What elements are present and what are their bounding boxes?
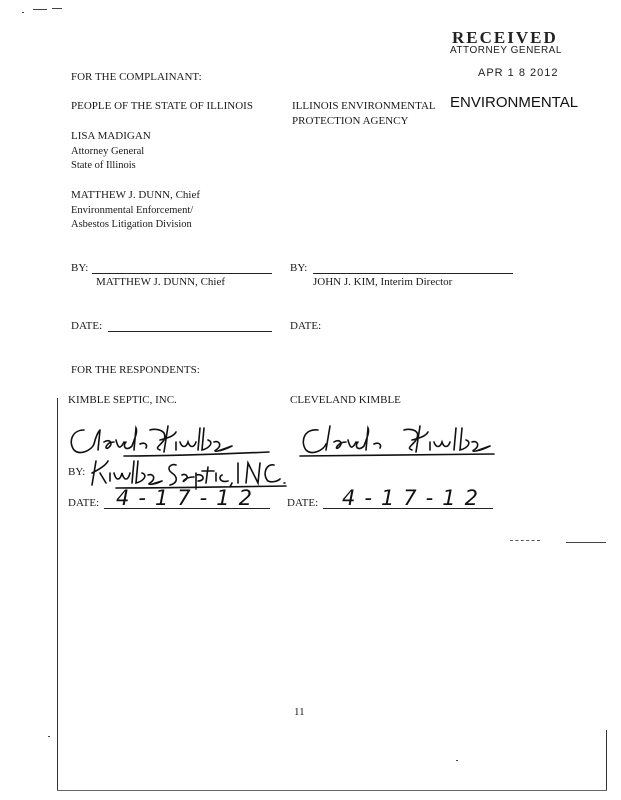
party-illinois-epa-line2: PROTECTION AGENCY [292, 115, 409, 127]
respondent-by-label: BY: [68, 466, 86, 478]
scan-speck [22, 12, 24, 13]
received-stamp: RECEIVED [452, 28, 558, 47]
scan-mark [510, 540, 540, 541]
by-label-right: BY: [290, 262, 308, 274]
received-stamp-date: APR 1 8 2012 [478, 67, 559, 79]
party-illinois-epa-line1: ILLINOIS ENVIRONMENTAL [292, 100, 436, 112]
by-name-right: JOHN J. KIM, Interim Director [313, 276, 453, 288]
signature-cleveland-kimble-right [294, 420, 498, 460]
date-label-right: DATE: [290, 320, 322, 332]
by-label-left: BY: [71, 262, 89, 274]
respondent-date-value-right: 4-17-12 [342, 486, 487, 510]
chief-division-line2: Asbestos Litigation Division [71, 219, 192, 230]
scan-bottom-edge [57, 790, 607, 791]
received-stamp-office: ATTORNEY GENERAL [450, 45, 562, 56]
attorney-general-title: Attorney General [71, 146, 145, 157]
respondents-heading: FOR THE RESPONDENTS: [71, 364, 200, 376]
party-cleveland-kimble: CLEVELAND KIMBLE [290, 394, 401, 406]
signature-line-left [92, 273, 272, 274]
environmental-stamp: ENVIRONMENTAL [450, 94, 579, 111]
date-label-left: DATE: [71, 320, 103, 332]
attorney-general-state: State of Illinois [71, 160, 136, 171]
party-kimble-septic: KIMBLE SEPTIC, INC. [68, 394, 177, 406]
attorney-general-name: LISA MADIGAN [71, 130, 151, 142]
scan-mark [566, 542, 606, 543]
signature-line-right [313, 273, 513, 274]
respondent-date-label-left: DATE: [68, 497, 100, 509]
scan-edge-right [606, 730, 607, 790]
scan-edge-left [57, 398, 58, 790]
scan-speck [48, 736, 50, 737]
signature-cleveland-kimble-left [64, 420, 276, 460]
chief-division-line1: Environmental Enforcement/ [71, 205, 194, 216]
scan-speck [456, 760, 458, 761]
respondent-date-label-right: DATE: [287, 497, 319, 509]
scan-speck [33, 9, 47, 10]
party-people-of-illinois: PEOPLE OF THE STATE OF ILLINOIS [71, 100, 253, 112]
by-name-left: MATTHEW J. DUNN, Chief [96, 276, 226, 288]
chief-name: MATTHEW J. DUNN, Chief [71, 189, 201, 201]
date-line-left [108, 331, 272, 332]
scan-speck [52, 8, 62, 9]
respondent-date-value-left: 4-17-12 [116, 486, 261, 510]
page-mark: 11 [294, 706, 305, 718]
complainant-heading: FOR THE COMPLAINANT: [71, 71, 202, 83]
